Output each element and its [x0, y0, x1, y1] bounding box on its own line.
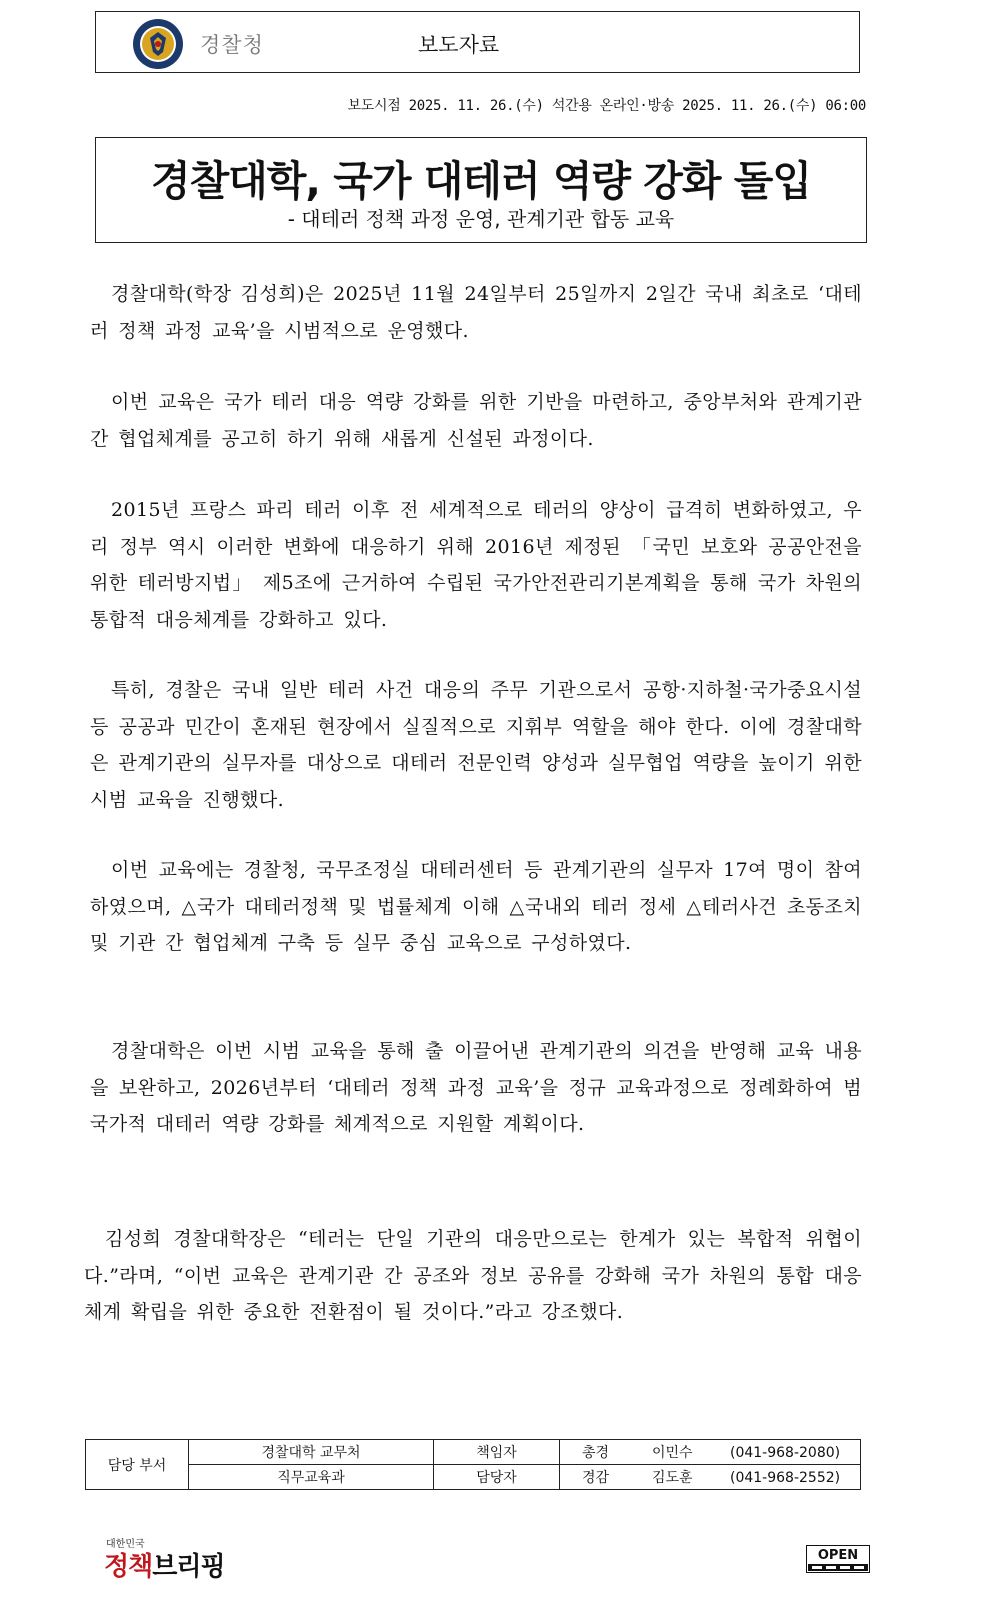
person-cell: [560, 1465, 861, 1490]
person-name: 이민수: [652, 1445, 693, 1461]
paragraph: 김성희 경찰대학장은 “테러는 단일 기관의 대응만으로는 한계가 있는 복합적 위협이다.”라며, “이번 교육은 관계기관 간 공조와 정보 공유를 강화해 국가 차원의 통합 대응체계 확립을 위한 중요한 전환점이 될 것이다.”라고 강조했다.: [84, 1228, 862, 1323]
police-emblem-icon: [132, 18, 184, 70]
paragraph: 경찰대학(학장 김성희)은 2025년 11월 24일부터 25일까지 2일간 국내 최초로 ‘대테러 정책 과정 교육’을 시범적으로 운영했다.: [90, 283, 862, 342]
paragraph: 특히, 경찰은 국내 일반 테러 사건 대응의 주무 기관으로서 공항·지하철·국가중요시설 등 공공과 민간이 혼재된 현장에서 실질적으로 지휘부 역할을 해야 한다. 이에 경찰대학은 관계기관의 실무자를 대상으로 대테러 전문인력 양성과 실무협업 역량을 높이기 위한 시범 교육을 진행했다.: [90, 679, 862, 811]
open-license-icon: [806, 1545, 870, 1573]
paragraph: 2015년 프랑스 파리 테러 이후 전 세계적으로 테러의 양상이 급격히 변화하였고, 우리 정부 역시 이러한 변화에 대응하기 위해 2016년 제정된 「국민 보호와 공공안전을 위한 테러방지법」 제5조에 근거하여 수립된 국가안전관리기본계획을 통해 국가 차원의 통합적 대응체계를 강화하고 있다.: [90, 499, 862, 631]
dept-name-line2: 직무교육과: [189, 1465, 434, 1490]
table-row: [86, 1465, 861, 1490]
phone-number: (041-968-2552): [730, 1470, 841, 1486]
rank: 총경: [582, 1445, 610, 1461]
person-name: 김도훈: [652, 1470, 693, 1486]
page-title: 경찰대학, 국가 대테러 역량 강화 돌입: [150, 157, 812, 205]
open-badge-text: OPEN: [817, 1548, 859, 1563]
logo-main-text: [104, 1546, 225, 1583]
paragraph: 경찰대학은 이번 시범 교육을 통해 출 이끌어낸 관계기관의 의견을 반영해 교육 내용을 보완하고, 2026년부터 ‘대테러 정책 과정 교육’을 정규 교육과정으로 정례화하여 범국가적 대테러 역량 강화를 체계적으로 지원할 계획이다.: [90, 1040, 862, 1135]
role-cell: 책임자: [434, 1440, 560, 1465]
logo-main-black: 브리핑: [152, 1552, 225, 1582]
phone-number: (041-968-2080): [730, 1445, 841, 1461]
page-subtitle: - 대테러 정책 과정 운영, 관계기관 합동 교육: [287, 207, 675, 231]
table-row: [86, 1440, 861, 1465]
dept-label: 담당 부서: [86, 1440, 189, 1490]
rank: 경감: [582, 1470, 610, 1486]
header-box: [95, 11, 860, 73]
paragraph: 이번 교육은 국가 테러 대응 역량 강화를 위한 기반을 마련하고, 중앙부처와 관계기관 간 협업체계를 공고히 하기 위해 새롭게 신설된 과정이다.: [90, 391, 862, 450]
release-time: 보도시점 2025. 11. 26.(수) 석간용 온라인·방송 2025. 11. 26.(수) 06:00: [347, 98, 866, 114]
dept-name-line1: 경찰대학 교무처: [189, 1440, 434, 1465]
logo-main-red: 정책: [104, 1552, 153, 1582]
contact-table: [85, 1439, 861, 1490]
title-box: [95, 137, 867, 243]
doc-type-label: 보도자료: [418, 33, 500, 57]
paragraph: 이번 교육에는 경찰청, 국무조정실 대테러센터 등 관계기관의 실무자 17여 명이 참여하였으며, △국가 대테러정책 및 법률체계 이해 △국내외 테러 정세 △테러사건 초동조치 및 기관 간 협업체계 구축 등 실무 중심 교육으로 구성하였다.: [90, 859, 862, 954]
person-cell: [560, 1440, 861, 1465]
org-name: 경찰청: [200, 33, 264, 57]
role-cell: 담당자: [434, 1465, 560, 1490]
policy-briefing-logo: [104, 1535, 234, 1583]
logo-small-text: 대한민국: [106, 1539, 145, 1550]
